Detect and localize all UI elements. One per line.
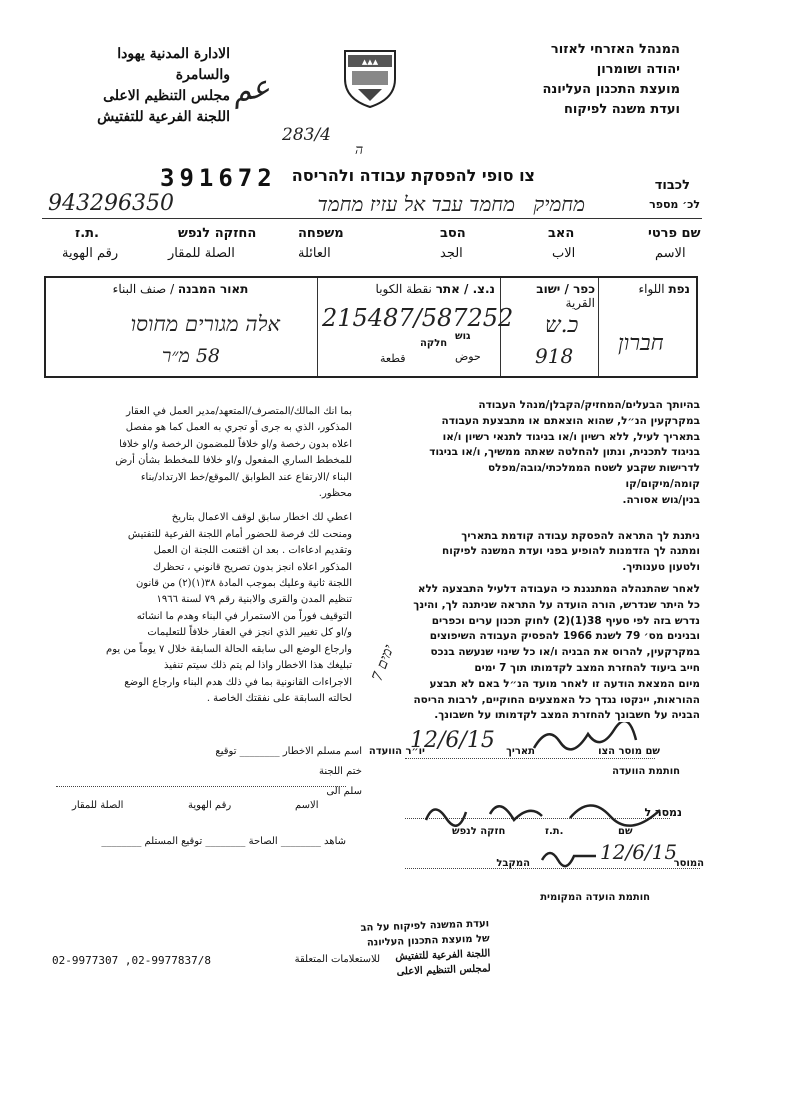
body-line: و/او كل تغيير الذي انجز في العقار خلافاً للتعليمات	[147, 627, 352, 639]
field-grandfather-he: הסב	[440, 226, 466, 241]
receiver-sign-label: המקבל	[496, 858, 530, 869]
district-handwritten: חברון	[618, 331, 664, 356]
coat-of-arms-emblem-icon	[340, 45, 400, 109]
body-line: נדרש בזה לפי סעיף 38(1)(2) לחוק תכנון ערים וכפרים	[431, 614, 700, 627]
body-line: للمخطط الساري المفعول و/او خلافا للمخطط بشأن أرض	[115, 455, 352, 467]
handwritten-mark: ה	[355, 142, 364, 158]
arabic-authority-line: الادارة المدنية يهودا	[117, 46, 230, 62]
body-line: ההוראות, יינקטו נגדך כל האמצעים החוקיים, לרבות הריסה	[413, 693, 700, 706]
deliverer-name-label: שם מוסר הצו	[598, 746, 660, 757]
body-line: اعلاه بدون رخصة و/او خلافاً للمضمون الرخصة و/او خلافا	[119, 438, 352, 450]
header-structure-ar: صنف البناء	[112, 282, 167, 296]
hebrew-authority-block	[440, 40, 680, 120]
body-line: بما انك المالك/المتصرف/المتعهد/مدير العمل في العقار	[126, 406, 352, 417]
hebrew-authority-line: ועדת משנה לפיקוח	[564, 102, 680, 117]
stamp-line: של מועצת התכנון העליונה	[366, 933, 490, 949]
receiver-signature-icon	[420, 790, 680, 830]
chair-signature-icon	[530, 722, 640, 756]
body-line: المذكور اعلاه انجز بدون تصريح قانوني ، تحظرك	[152, 561, 352, 573]
body-line: المذكور، الذي به جرى أو تجري به العمل كما هو مفصل	[125, 422, 352, 434]
committee-stamp	[279, 916, 491, 983]
recv-col-id: رقم الهوية	[188, 800, 232, 811]
hebrew-margin-note: 7 ימים	[369, 642, 398, 684]
body-line: בנין/גוש אסורה.	[622, 493, 700, 506]
header-structure-he: תאור המבנה	[177, 282, 249, 296]
header-village	[503, 282, 595, 310]
field-family-ar: العائلة	[298, 246, 331, 261]
header-district-ar: اللواء	[638, 282, 665, 296]
body-line: تبليغك هذا الاخطار واذا لم يتم ذلك سيتم تنفيذ	[164, 660, 352, 672]
piece-label: قطعة	[380, 352, 406, 365]
field-id-he: ת.ז.	[75, 226, 99, 241]
plot-label: חלקה	[420, 338, 448, 349]
body-line: בתאריך לעיל, ללא רשיון ו/או בניגוד לתנאי רשיון ו/או	[442, 430, 700, 443]
local-committee-stamp-label: חותמת הועדה המקומית	[540, 892, 650, 903]
body-line: ניתנת לך התראה להפסקת עבודה קודמת בתאריך	[461, 529, 700, 542]
structure-size-handwritten: 58 מ״ר	[161, 345, 220, 367]
body-line: تنظيم المدن والقرى والابنية رقم ٧٩ لسنة ١٩٦٦	[156, 594, 352, 606]
body-line: الاجراءات القانونية بما في ذلك هدم البناء وارجاع الوضع	[124, 676, 352, 688]
recipient-dotted-line	[56, 786, 346, 787]
sign-line: اسم مسلم الاخطار ________ توقيع	[215, 746, 362, 757]
recipient-id-handwritten: 943296350	[48, 191, 174, 216]
recv-col-relation-he: חזקה לנפש	[452, 826, 506, 837]
committee-chair-label: יו״ר הוועדה	[368, 746, 425, 757]
arabic-authority-line: مجلس التنظيم الاعلى	[103, 88, 230, 104]
body-line: כל היתר שנדרש, הורה הועדה על התראה שניתנה לך, והינך	[413, 598, 700, 611]
table-divider	[598, 278, 599, 376]
body-line: לדרישות שקבע לשטח הממלכתי/גובה/מפלס קומה/מיקום/קו	[488, 462, 700, 490]
village-handwritten: כ.ש	[545, 313, 579, 338]
recv-col-relation: الصلة للمقار	[72, 800, 124, 811]
stamp-line: لمجلس التنظيم الاعلى	[396, 963, 491, 978]
committee-stamp-label: חותמת הוועדה	[612, 766, 680, 777]
field-father-he: האב	[548, 226, 575, 241]
to-label: לכבוד	[654, 178, 690, 193]
field-father-ar: الاب	[552, 246, 576, 261]
field-possession-ar: الصلة للمقار	[168, 246, 235, 261]
field-id-ar: رقم الهوية	[62, 246, 119, 261]
approver-signature-icon	[540, 842, 600, 868]
body-line: במקרקעין, להרוס את הבניה ו/או כל שינוי שנעשה בנכס	[430, 646, 700, 659]
body-line: لحالته السابقة على نفقتك الخاصة .	[206, 692, 352, 704]
table-divider	[317, 278, 318, 376]
recv-col-name-he: שם	[618, 826, 633, 837]
recv-col-id-he: ת.ז.	[545, 826, 564, 837]
order-number: 391672	[160, 164, 277, 192]
header-district	[600, 282, 690, 296]
parcel-label: גוש	[455, 331, 471, 342]
header-village-ar: القرية	[565, 296, 595, 310]
sign-line: ختم اللجنة	[318, 766, 362, 777]
hebrew-authority-line: מועצת התכנון העליונה	[542, 82, 680, 97]
recipient-name2-handwritten: מחמיק	[533, 192, 585, 216]
phone-label: للاستعلامات المتعلقة	[294, 954, 380, 965]
handwritten-reference: 283/4	[282, 125, 331, 145]
arabic-authority-line: والسامرة	[175, 67, 230, 83]
hebrew-authority-line: יהודה ושומרון	[596, 62, 680, 77]
body-line: במקרקעין הנ״ל, שהוא הוצאתם או מתבצעת העבודה	[441, 414, 700, 427]
sign-dotted-line	[405, 758, 655, 759]
field-grandfather-ar: الجد	[440, 246, 463, 261]
body-line: ולטעון טענותיך.	[622, 561, 700, 574]
header-structure: תאור המבנה / صنف البناء	[112, 282, 249, 296]
delivered-to-label: נמסר ל	[644, 806, 682, 819]
body-line: التوقيف فوراً من الاستمرار في البناء وهدم ما انشائه	[136, 610, 352, 622]
body-line: ومنحت لك فرصة للحضور أمام اللجنة الفرعية للتفتيش	[127, 528, 352, 540]
hebrew-authority-line: המנהל האזרחי לאזור	[550, 42, 680, 57]
sign-line: سلم الى	[326, 786, 362, 797]
body-line: البناء /الارتفاع عند الطوابق /الموقع/خط الارتداد/بناء	[140, 471, 352, 483]
header-coords-ar: نقطة الكوبا	[375, 282, 432, 296]
village-number-handwritten: 918	[535, 344, 574, 368]
order-title: צו סופי להפסקת עבודה ולהריסה	[291, 166, 535, 185]
field-family-he: משפחה	[298, 226, 344, 241]
header-coords-he: נ.צ. / אתר	[435, 282, 495, 296]
arabic-sign-block	[52, 742, 362, 802]
header-coords	[320, 282, 495, 296]
approver-date-handwritten: 12/6/15	[600, 840, 678, 864]
body-line: בניגוד לתכנית, ונתון להחלטה שאתה ממשיך, ו/או בניגוד	[429, 446, 700, 459]
body-line: وتقديم ادعاءات . بعد ان اقتنعت اللجنة ان العمل	[153, 545, 352, 557]
header-village-he: כפר / ישוב	[536, 282, 595, 296]
body-line: ומתנה לך הזדמנות להופיע בפני ועדת המשנה לפיקוח	[442, 545, 700, 558]
arabic-authority-line: اللجنة الفرعية للتفتيش	[97, 109, 230, 125]
phone-numbers: 02-9977307 ,02-9977837/8	[52, 954, 211, 967]
body-line: ובנינים מס׳ 79 לשנת 1966 להפסיק העבודה השיפוצים	[429, 630, 700, 643]
sign-date-handwritten: 12/6/15	[410, 728, 495, 753]
body-line: اللجنة ثانية وعليك بموجب المادة ٣٨(١)(٢) من قانون	[135, 578, 352, 590]
body-line: محظور.	[318, 488, 352, 500]
coordinates-handwritten: 215487/587252	[322, 304, 514, 332]
field-first-name-ar: الاسم	[655, 246, 686, 261]
structure-description-handwritten: אלה מגורים מחוסו	[130, 312, 280, 336]
header-district-he: נפת	[668, 282, 690, 296]
svg-text:▲▲▲: ▲▲▲	[361, 58, 379, 66]
handwritten-corner-initials: عم	[229, 68, 273, 111]
body-line: اعطي لك اخطار سابق لوقف الاعمال بتاريخ	[171, 512, 352, 524]
hebrew-body-text	[410, 398, 700, 724]
arabic-authority-block	[30, 44, 230, 128]
body-line: בהיותך הבעלים/המחזיק/הקבלן/מנהל העבודה	[478, 399, 700, 411]
approver-dotted-line	[405, 868, 700, 869]
body-line: وارجاع الوضع الى سابقه الحالة السابقة خلال ٧ يوماً من يوم	[106, 643, 352, 655]
basin-label: حوض	[455, 350, 481, 363]
stamp-line: ועדת המשנה לפיקוח על הב	[360, 918, 490, 934]
recipient-line	[42, 218, 702, 219]
recipient-name-handwritten: מחמד עבד אל עזיז מחמד	[317, 192, 515, 216]
body-line: לאחר שהתנהלה המתנגנת כי העבודה דלעיל התבצעה ללא	[417, 582, 700, 595]
field-first-name-he: שם פרטי	[648, 226, 701, 241]
body-line: מיום המצאת הודעה זו לאחר מועד הנ״ל באם לא תבצע	[429, 677, 700, 690]
stamp-line: اللجنة الفرعية للتفتيش	[395, 948, 491, 963]
id-label: לכ׳ מספר	[649, 198, 700, 211]
approver-label: המוסר	[673, 858, 704, 869]
sign-date-label: תאריך	[506, 746, 535, 757]
body-line: הבניה על חשבונך להחזרת המצב לקדמותו על חשבונך.	[434, 709, 700, 722]
arabic-body-text	[52, 404, 352, 707]
body-line: חייב ביעוד להחזרת המצב לקדמותו תוך 7 ימים	[474, 661, 700, 674]
recv-col-name: الاسم	[295, 800, 319, 811]
witness-line: شاهد ________ الصاحة ________ توقيع المستلم ________	[101, 836, 346, 847]
field-possession-he: החזקה לנפש	[178, 226, 257, 241]
